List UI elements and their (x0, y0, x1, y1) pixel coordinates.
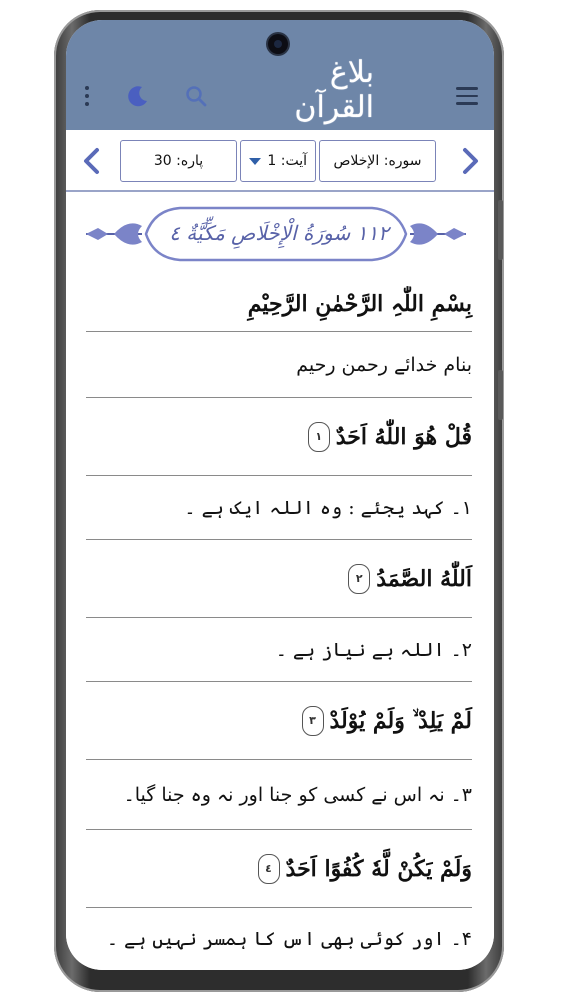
bismillah-translation (86, 332, 472, 398)
verse-row (86, 540, 472, 618)
para-label: پاره: 30 (153, 153, 204, 169)
dropdown-caret-icon (249, 158, 261, 165)
verse-text: وَلَمْ يَكُنْ لَّهٗ كُفُوًا اَحَدٌ (285, 855, 472, 882)
verse-row (86, 830, 472, 908)
surah-selector[interactable] (319, 140, 436, 182)
screen (66, 20, 494, 970)
more-vertical-icon[interactable] (78, 80, 96, 112)
front-camera (268, 34, 288, 54)
verse-row (86, 398, 472, 476)
verse-text: قُلْ هُوَ اللّٰهُ اَحَدٌ (335, 423, 472, 450)
app-bar (66, 20, 494, 130)
para-selector[interactable] (120, 140, 237, 182)
search-icon[interactable] (180, 80, 212, 112)
hamburger-icon[interactable] (448, 80, 486, 112)
app-logo: بلاغ القرآن (294, 55, 374, 125)
navigation-bar (66, 130, 494, 192)
ayah-number-icon: ٣ (302, 706, 324, 736)
ayah-number-icon: ٢ (348, 564, 370, 594)
surah-title: ١١٢ سُورَةُ الْإِخْلَاصِ مَكِّيَّةٌ ٤ (169, 221, 389, 245)
ayat-label: آیت: 1 (267, 153, 307, 169)
volume-button (498, 200, 503, 260)
translation-text: بنام خدائے رحمن رحیم (296, 353, 472, 376)
translation-text: ۴۔ اور کوئی بھی اس کا ہمسر نہیں ہے ۔ (106, 928, 472, 950)
translation-row (86, 618, 472, 682)
power-button (498, 370, 503, 420)
translation-text: ۱۔ کہد یجئے : وہ اللہ ایک ہے ۔ (184, 496, 472, 519)
verse-row (86, 682, 472, 760)
verse-text: بِسْمِ اللّٰہِ الرَّحْمٰنِ الرَّحِیْمِ (247, 290, 472, 317)
translation-row (86, 476, 472, 540)
surah-header-banner (84, 202, 468, 266)
ayah-number-icon: ٤ (258, 854, 280, 884)
moon-icon[interactable] (122, 80, 154, 112)
ayah-number-icon: ١ (308, 422, 330, 452)
verse-text: اَللّٰهُ الصَّمَدُ (376, 565, 472, 592)
translation-row (86, 760, 472, 830)
surah-label: سوره: الإخلاص (333, 153, 422, 169)
translation-row (86, 908, 472, 970)
chevron-left-icon[interactable] (78, 146, 106, 176)
bismillah-arabic (86, 276, 472, 332)
translation-text: ۳۔ نہ اس نے کسی کو جنا اور نہ وہ جنا گیا۔ (123, 783, 472, 806)
translation-text: ۲۔ اللہ بے نیاز ہے ۔ (275, 638, 472, 661)
verse-text: لَمْ يَلِدْ ۙ وَلَمْ يُوْلَدْ (329, 707, 472, 734)
chevron-right-icon[interactable] (456, 146, 484, 176)
ayat-selector[interactable] (240, 140, 316, 182)
reading-pane[interactable] (66, 194, 494, 970)
